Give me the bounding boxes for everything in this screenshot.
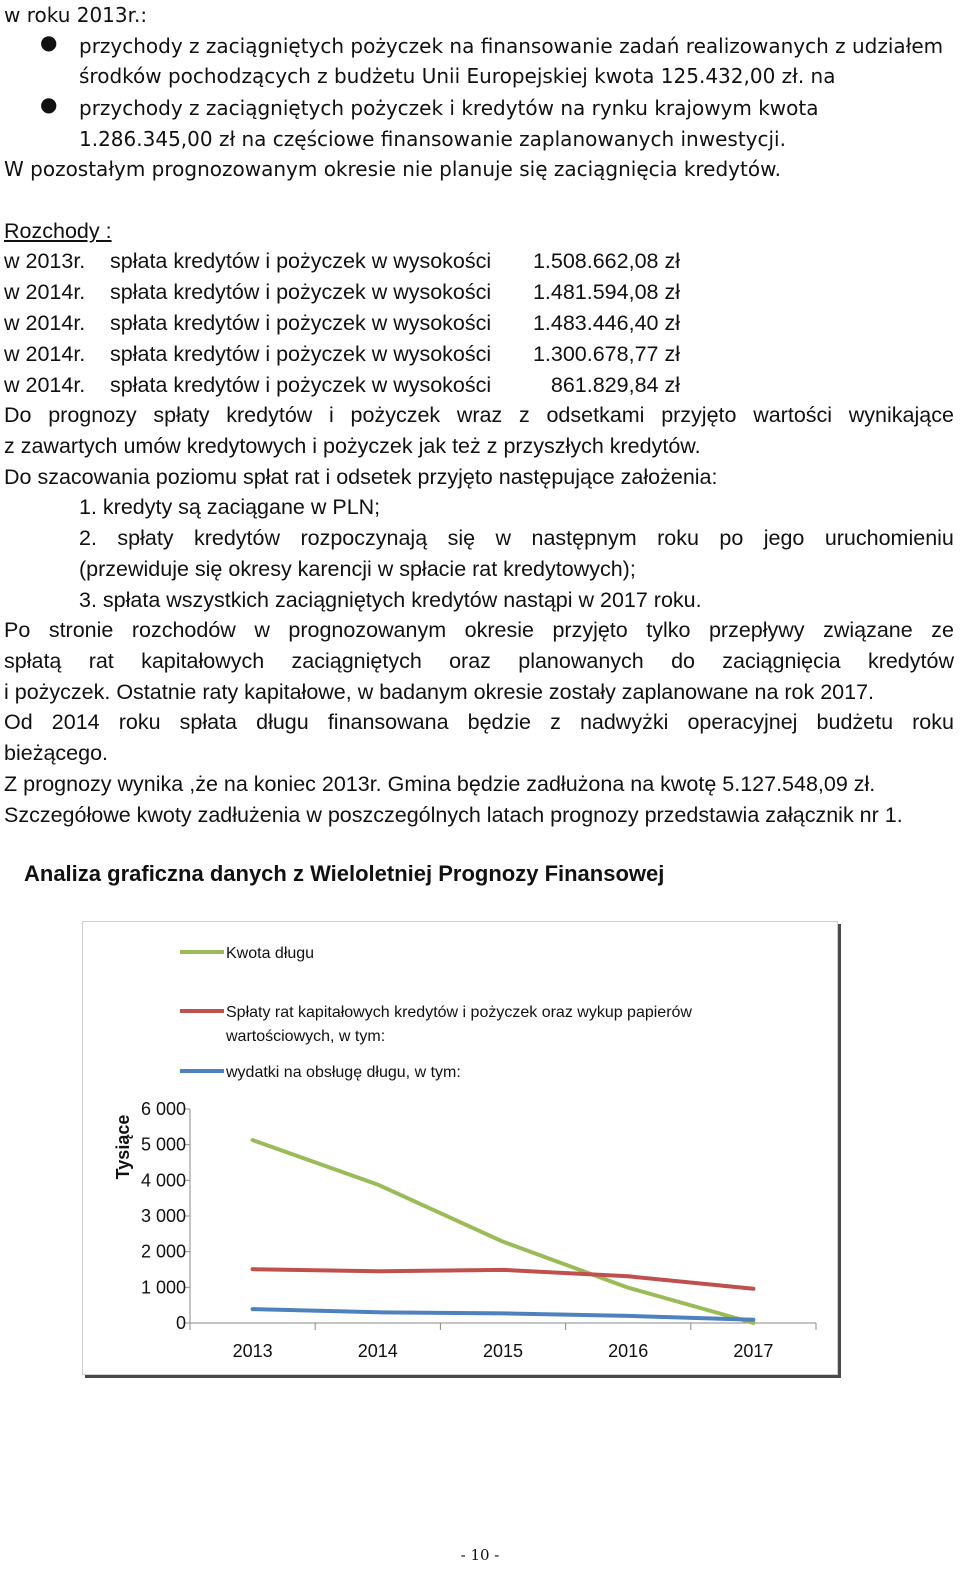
paragraph-2-word: finansowana bbox=[327, 710, 449, 734]
paragraph-2-word: operacyjnej bbox=[687, 710, 798, 734]
y-tick-label: 0 bbox=[175, 1313, 186, 1333]
y-tick-label: 6 000 bbox=[140, 1099, 186, 1119]
y-tick-label: 2 000 bbox=[140, 1241, 186, 1262]
assumption-2-word: roku bbox=[657, 526, 699, 550]
paragraph-1-word: do bbox=[671, 649, 695, 673]
paragraph-1-line-2 bbox=[4, 646, 954, 676]
assumption-2-word: po bbox=[719, 526, 744, 550]
x-tick-label: 2015 bbox=[482, 1341, 524, 1361]
paragraph-1-word: okresie bbox=[464, 618, 534, 642]
assumption-2-word: jego bbox=[763, 526, 805, 550]
forecast-word: prognozy bbox=[48, 403, 137, 427]
forecast-word: z bbox=[519, 403, 530, 427]
no-plans-text: W pozostałym prognozowanym okresie nie planuje się zaciągnięcia kredytów. bbox=[4, 157, 781, 181]
year-intro: w roku 2013r.: bbox=[4, 3, 148, 27]
forecast-word: spłaty bbox=[153, 403, 210, 427]
expense-amount: 1.481.594,08 zł bbox=[532, 280, 680, 304]
paragraph-1-word: rat bbox=[88, 649, 114, 673]
bullet-icon: ● bbox=[40, 92, 58, 116]
forecast-word: odsetkami bbox=[546, 403, 645, 427]
paragraph-1-word: zaciągnięcia bbox=[722, 649, 841, 673]
forecast-word: pożyczek bbox=[350, 403, 441, 427]
bullet-2-line-1: przychody z zaciągniętych pożyczek i kredytów na rynku krajowym kwota bbox=[79, 96, 819, 120]
assumptions-intro: Do szacowania poziomu spłat rat i odsetek przyjęto następujące założenia: bbox=[4, 465, 718, 489]
forecast-line-2: z zawartych umów kredytowych i pożyczek jak też z przyszłych kredytów. bbox=[4, 434, 701, 458]
paragraph-1-line-3: i pożyczek. Ostatnie raty kapitałowe, w badanym okresie zostały zaplanowane na rok 2017. bbox=[4, 680, 875, 704]
assumption-2-word: rozpoczynają bbox=[300, 526, 428, 550]
forecast-word: wraz bbox=[456, 403, 503, 427]
forecast-word: wartości bbox=[753, 403, 833, 427]
bullet-icon: ● bbox=[40, 30, 58, 54]
paragraph-2-word: nadwyżki bbox=[579, 710, 669, 734]
assumption-2-line-2: (przewiduje się okresy karencji w spłacie rat kredytowych); bbox=[79, 557, 636, 581]
assumption-2-word: uruchomieniu bbox=[824, 526, 954, 550]
expense-year: w 2014r. bbox=[4, 342, 86, 366]
paragraph-2-line-2: bieżącego. bbox=[4, 741, 108, 765]
assumption-3: 3. spłata wszystkich zaciągniętych kredytów nastąpi w 2017 roku. bbox=[79, 588, 702, 612]
paragraph-2-word: budżetu bbox=[816, 710, 894, 734]
series-line bbox=[253, 1309, 754, 1320]
paragraph-1-word: zaciągniętych bbox=[291, 649, 422, 673]
legend-label: Kwota długu bbox=[226, 945, 315, 962]
page-number: - 10 - bbox=[460, 1546, 500, 1564]
paragraph-1-word: związane bbox=[823, 618, 913, 642]
x-tick-label: 2014 bbox=[357, 1341, 398, 1361]
y-tick-label: 5 000 bbox=[140, 1134, 186, 1155]
paragraph-1-word: kapitałowych bbox=[141, 649, 265, 673]
paragraph-1-word: spłatą bbox=[4, 649, 62, 673]
x-tick-label: 2016 bbox=[608, 1341, 649, 1361]
paragraph-1-word: tylko bbox=[646, 618, 691, 642]
paragraph-2-word: 2014 bbox=[51, 710, 100, 734]
bullet-1-line-2: środków pochodzących z budżetu Unii Europejskiej kwota 125.432,00 zł. na bbox=[79, 64, 836, 88]
debt-chart bbox=[82, 921, 838, 1375]
debt-chart-svg bbox=[83, 922, 837, 1374]
forecast-line-1 bbox=[4, 400, 954, 430]
assumption-1: 1. kredyty są zaciągane w PLN; bbox=[79, 495, 381, 519]
expense-description: spłata kredytów i pożyczek w wysokości bbox=[110, 311, 492, 335]
paragraph-1-word: stronie bbox=[48, 618, 114, 642]
x-tick-label: 2017 bbox=[733, 1341, 774, 1361]
paragraph-1-word: rozchodów bbox=[131, 618, 236, 642]
legend-label: Spłaty rat kapitałowych kredytów i pożyczek oraz wykup papierów bbox=[226, 1004, 692, 1021]
expense-year: w 2013r. bbox=[4, 249, 86, 273]
paragraph-2-word: spłata bbox=[179, 710, 238, 734]
legend-label: wydatki na obsługę długu, w tym: bbox=[226, 1064, 461, 1081]
paragraph-2-word: Od bbox=[4, 710, 33, 734]
expense-description: spłata kredytów i pożyczek w wysokości bbox=[110, 280, 492, 304]
paragraph-2-line-1 bbox=[4, 707, 954, 737]
expense-year: w 2014r. bbox=[4, 373, 86, 397]
assumption-2-word: następnym bbox=[531, 526, 637, 550]
y-tick-label: 3 000 bbox=[140, 1206, 186, 1226]
expense-amount: 1.483.446,40 zł bbox=[532, 311, 680, 335]
debt-statement: Z prognozy wynika ,że na koniec 2013r. Gmina będzie zadłużona na kwotę 5.127.548,09 zł. bbox=[4, 772, 876, 796]
expense-description: spłata kredytów i pożyczek w wysokości bbox=[110, 342, 492, 366]
assumption-2-word: 2. bbox=[79, 526, 97, 550]
forecast-word: kredytów bbox=[226, 403, 313, 427]
expenses-heading: Rozchody : bbox=[4, 219, 112, 243]
series-line bbox=[253, 1269, 754, 1289]
expense-year: w 2014r. bbox=[4, 311, 86, 335]
paragraph-1-word: Po bbox=[4, 618, 31, 642]
forecast-word: i bbox=[329, 403, 334, 427]
assumption-2-word: się bbox=[447, 526, 476, 550]
paragraph-1-line-1 bbox=[4, 615, 954, 645]
paragraph-1-word: kredytów bbox=[867, 649, 954, 673]
assumption-2-word: spłaty bbox=[117, 526, 174, 550]
series-line bbox=[253, 1140, 754, 1323]
y-tick-label: 4 000 bbox=[140, 1170, 186, 1191]
paragraph-1-word: oraz bbox=[449, 649, 491, 673]
expense-year: w 2014r. bbox=[4, 280, 86, 304]
paragraph-2-word: roku bbox=[912, 710, 954, 734]
assumption-2-line-1 bbox=[79, 523, 954, 553]
forecast-word: Do bbox=[4, 403, 32, 427]
attachment-reference: Szczegółowe kwoty zadłużenia w poszczególnych latach prognozy przedstawia załącznik nr 1. bbox=[4, 803, 903, 827]
paragraph-2-word: roku bbox=[118, 710, 161, 734]
legend-label-continued: wartościowych, w tym: bbox=[226, 1028, 386, 1045]
paragraph-1-word: ze bbox=[931, 618, 954, 642]
expense-description: spłata kredytów i pożyczek w wysokości bbox=[110, 249, 492, 273]
forecast-word: wynikające bbox=[848, 403, 954, 427]
y-tick-label: 1 000 bbox=[140, 1277, 186, 1298]
paragraph-1-word: planowanych bbox=[518, 649, 644, 673]
paragraph-2-word: długu bbox=[256, 710, 309, 734]
expense-description: spłata kredytów i pożyczek w wysokości bbox=[110, 373, 492, 397]
forecast-word: przyjęto bbox=[661, 403, 737, 427]
bullet-1-line-1: przychody z zaciągniętych pożyczek na finansowanie zadań realizowanych z udziałem bbox=[79, 34, 944, 58]
bullet-2-line-2: 1.286.345,00 zł na częściowe finansowanie zaplanowanych inwestycji. bbox=[79, 127, 786, 151]
expense-amount: 861.829,84 zł bbox=[550, 373, 680, 397]
expense-amount: 1.508.662,08 zł bbox=[532, 249, 680, 273]
section-heading: Analiza graficzna danych z Wieloletniej Prognozy Finansowej bbox=[24, 861, 665, 886]
assumption-2-word: kredytów bbox=[193, 526, 281, 550]
paragraph-1-word: w bbox=[254, 618, 270, 642]
assumption-2-word: w bbox=[495, 526, 512, 550]
y-axis-title: Tysiące bbox=[113, 1114, 133, 1180]
paragraph-1-word: przyjęto bbox=[552, 618, 628, 642]
paragraph-1-word: przepływy bbox=[708, 618, 805, 642]
x-tick-label: 2013 bbox=[232, 1341, 273, 1361]
expense-amount: 1.300.678,77 zł bbox=[532, 342, 680, 366]
paragraph-2-word: będzie bbox=[467, 710, 531, 734]
paragraph-1-word: prognozowanym bbox=[288, 618, 447, 642]
paragraph-2-word: z bbox=[550, 710, 561, 734]
